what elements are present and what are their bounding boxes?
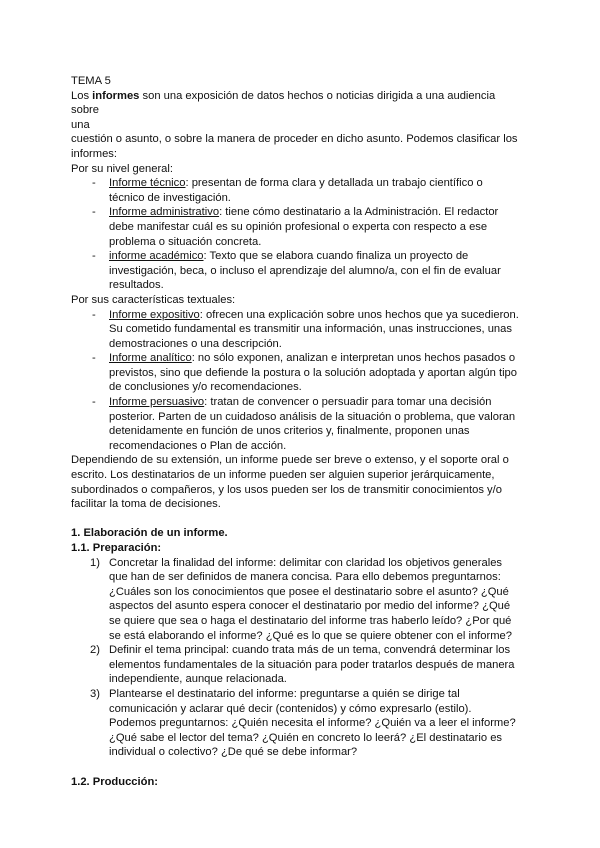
term: Informe administrativo — [109, 206, 220, 219]
term: Informe técnico — [109, 177, 186, 190]
spacer — [71, 512, 520, 527]
term: Informe analítico — [109, 352, 192, 365]
general-label: Por su nivel general: — [71, 162, 173, 175]
definition: : presentan de forma clara y detallada un trabajo científico o técnico de investigación. — [109, 177, 483, 204]
term: Informe expositivo — [109, 308, 200, 321]
spacer — [71, 760, 520, 775]
intro-post: son una exposición de datos hechos o noticias dirigida a una audiencia sobre — [71, 89, 496, 117]
list-item — [71, 556, 520, 644]
definition: : Texto que se elabora cuando finaliza un proyecto de investigación, beca, o incluso el aprendizaje del alumno/a, con el fin de evaluar resultados. — [109, 250, 501, 292]
list-item — [71, 205, 520, 249]
intro-pre: Los — [71, 89, 93, 102]
step-text: Definir el tema principal: cuando trata más de un tema, convendrá determinar los elementos fundamentales de la situación para poder tratarlos después de manera independiente, aunque relacionada. — [109, 644, 515, 686]
general-list — [71, 176, 520, 293]
intro-line2: una — [71, 118, 90, 131]
subsection-heading-produccion: 1.2. Producción: — [71, 775, 159, 788]
step-text: Concretar la finalidad del informe: delimitar con claridad los objetivos generales que han de ser definidos de manera concisa. Para ello debemos preguntarnos: ¿Cuáles son los conocimientos que posee el destinatario sobre el asunto? ¿Qué aspectos del asunto espera conocer el destinatario por medio del informe? ¿Qué se quiere que sea o haga el destinatario del informe tras haberlo leído? ¿Por qué se está elaborando el informe? ¿Qué es lo que se quiere obtener con el informe? — [109, 556, 512, 642]
list-item — [71, 308, 520, 352]
textual-list — [71, 308, 520, 454]
term: Informe persuasivo — [109, 396, 205, 409]
textual-label: Por sus características textuales: — [71, 293, 236, 306]
term: informe académico — [109, 250, 204, 263]
section-heading: 1. Elaboración de un informe. — [71, 527, 228, 540]
list-item — [71, 395, 520, 453]
definition: : tratan de convencer o persuadir para tomar una decisión posterior. Parten de un cuidadoso análisis de la situación o problema, que valoran detenidamente en función de unos criterios y, finalmente, proponen unas recomendaciones o Plan de acción. — [109, 396, 516, 452]
step-text: Plantearse el destinatario del informe: preguntarse a quién se dirige tal comunicación y aclarar qué decir (contenidos) y cómo expresarlo (estilo). Podemos preguntarnos: ¿Quién necesita el informe? ¿Quién va a leer el informe? ¿Qué sabe el lector del tema? ¿Quién en concreto lo leerá? ¿El destinatario es individual o colectivo? ¿De qué se debe informar? — [109, 687, 516, 759]
intro-line4: informes: — [71, 147, 118, 160]
step-number: 1) — [90, 556, 100, 569]
list-item — [71, 687, 520, 760]
steps-list — [71, 556, 520, 760]
step-number: 3) — [90, 687, 100, 700]
intro-line3: cuestión o asunto, o sobre la manera de proceder en dicho asunto. Podemos clasificar los — [71, 133, 518, 146]
list-item — [71, 351, 520, 395]
doc-title: TEMA 5 — [71, 75, 111, 87]
definition: : ofrecen una explicación sobre unos hechos que ya sucedieron. Su cometido fundamental es transmitir una información, unas instrucciones, unas demostraciones o una descripción. — [109, 308, 519, 350]
subsection-heading-preparacion: 1.1. Preparación: — [71, 542, 162, 554]
definition: : tiene cómo destinatario a la Administración. El redactor debe manifestar cuál es su opinión profesional o experta con respecto a ese problema o situación concreta. — [109, 206, 499, 248]
intro-paragraph — [71, 89, 520, 162]
list-item — [71, 643, 520, 687]
intro-bold-term: informes — [92, 89, 140, 102]
definition: : no sólo exponen, analizan e interpretan unos hechos pasados o previstos, sino que defiende la postura o la solución adoptada y aportan algún tipo de conclusiones y/o recomendaciones. — [109, 352, 518, 394]
list-item — [71, 176, 520, 205]
step-number: 2) — [90, 644, 100, 657]
closing-paragraph: Dependiendo de su extensión, un informe puede ser breve o extenso, y el soporte oral o escrito. Los destinatarios de un informe pueden ser alguien superior jerárquicamente, subordinados o compañeros, y los usos pueden ser los de transmitir conocimientos y/o facilitar la toma de decisiones. — [71, 454, 509, 511]
list-item — [71, 249, 520, 293]
